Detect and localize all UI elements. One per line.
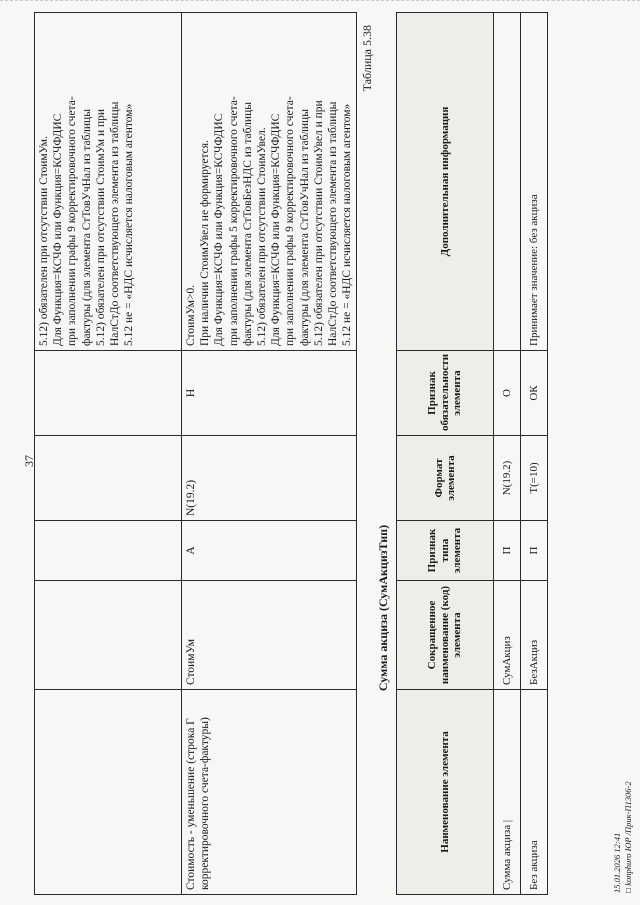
additional-info-cell [35,13,182,351]
info-line: Для Функция=КСЧФ или Функция=КСЧФДИС [52,113,65,346]
info-line: фактуры (для элемента СтТовУчНал из таблицы [298,109,311,346]
element-format-cell: Т(=10) [521,436,548,521]
element-name-cell: Сумма акциза | [494,690,521,895]
column-header: Дополнительная информация [397,13,494,351]
table-title: Сумма акциза (СумАкцизТип) [376,524,390,692]
info-line: НалСтДо соответствующего элемента из таблицы [109,101,122,346]
element-code-cell: БезАкциз [521,581,548,690]
info-line: при заполнении графы 5 корректировочного счета- [227,96,240,346]
element-name-cell: Без акциза [521,690,548,895]
info-line: 5.12) обязателен при отсутствии СтоимУм и при [94,108,107,346]
element-code-cell: СумАкциз [494,581,521,690]
element-code-cell: СтоимУм [182,581,357,690]
info-line: СтоимУм>0. [185,284,197,346]
element-type-cell: П [494,521,521,581]
continuation-table [34,12,357,895]
element-required-cell: ОК [521,351,548,436]
table-row [521,13,548,895]
additional-info-cell: Принимает значение: без акциза [521,13,548,351]
info-line: 5.12) обязателен при отсутствии СтоимУм. [38,136,50,346]
element-name-cell [35,690,182,895]
element-name-cell: Стоимость - уменьшение (строка Г корректировочного счета-фактуры) [182,690,357,895]
element-format-cell: N(19.2) [182,436,357,521]
info-line: фактуры (для элемента СтТовБезНДС из таблицы [241,102,254,346]
table-row [494,13,521,895]
element-format-cell [35,436,182,521]
table-row [182,13,357,895]
element-required-cell: О [494,351,521,436]
additional-info-cell [494,13,521,351]
document-footer [612,781,634,893]
column-header: Признак обязательности элемента [397,351,494,436]
element-code-cell [35,581,182,690]
info-line: фактуры (для элемента СтТовУчНал из таблицы [80,109,93,346]
element-type-cell: А [182,521,357,581]
column-header: Наименование элемента [397,690,494,895]
footer-doc-id: □ konphuro ЮP /Прик-П1306-2 [623,781,633,893]
info-line: Для Функция=КСЧФ или Функция=КСЧФДИС [213,113,226,346]
column-header: Признак типа элемента [397,521,494,581]
page-number: 37 [22,455,36,467]
info-line: при заполнении графы 9 корректировочного счета- [284,96,297,346]
info-line: При наличии СтоимУвел не формируется. [199,140,212,346]
info-line: 5.12) обязателен при отсутствии СтоимУвел. [256,127,269,346]
element-format-cell: N(19.2) [494,436,521,521]
table-number-label: Таблица 5.38 [360,25,374,92]
info-line: НалСтДо соответствующего элемента из таблицы [327,101,340,346]
info-line: 5.12 не = «НДС исчисляется налоговым агентом» [341,103,354,346]
info-line: 5.12 не = «НДС исчисляется налоговым агентом» [123,103,136,346]
column-header: Сокращенное наименование (код) элемента [397,581,494,690]
column-header: Формат элемента [397,436,494,521]
element-required-cell: Н [182,351,357,436]
table-header-row [397,13,494,895]
excise-sum-table [396,12,548,895]
info-line: при заполнении графы 9 корректировочного счета- [66,96,79,346]
element-required-cell [35,351,182,436]
info-line: 5.12) обязателен при отсутствии СтоимУвел и при [312,100,325,346]
info-line: Для Функция=КСЧФ или Функция=КСЧФДИС [270,113,283,346]
footer-timestamp: 15.01.2026 12:41 [612,832,622,893]
element-type-cell [35,521,182,581]
element-type-cell: П [521,521,548,581]
additional-info-cell [182,13,357,351]
table-row [35,13,182,895]
